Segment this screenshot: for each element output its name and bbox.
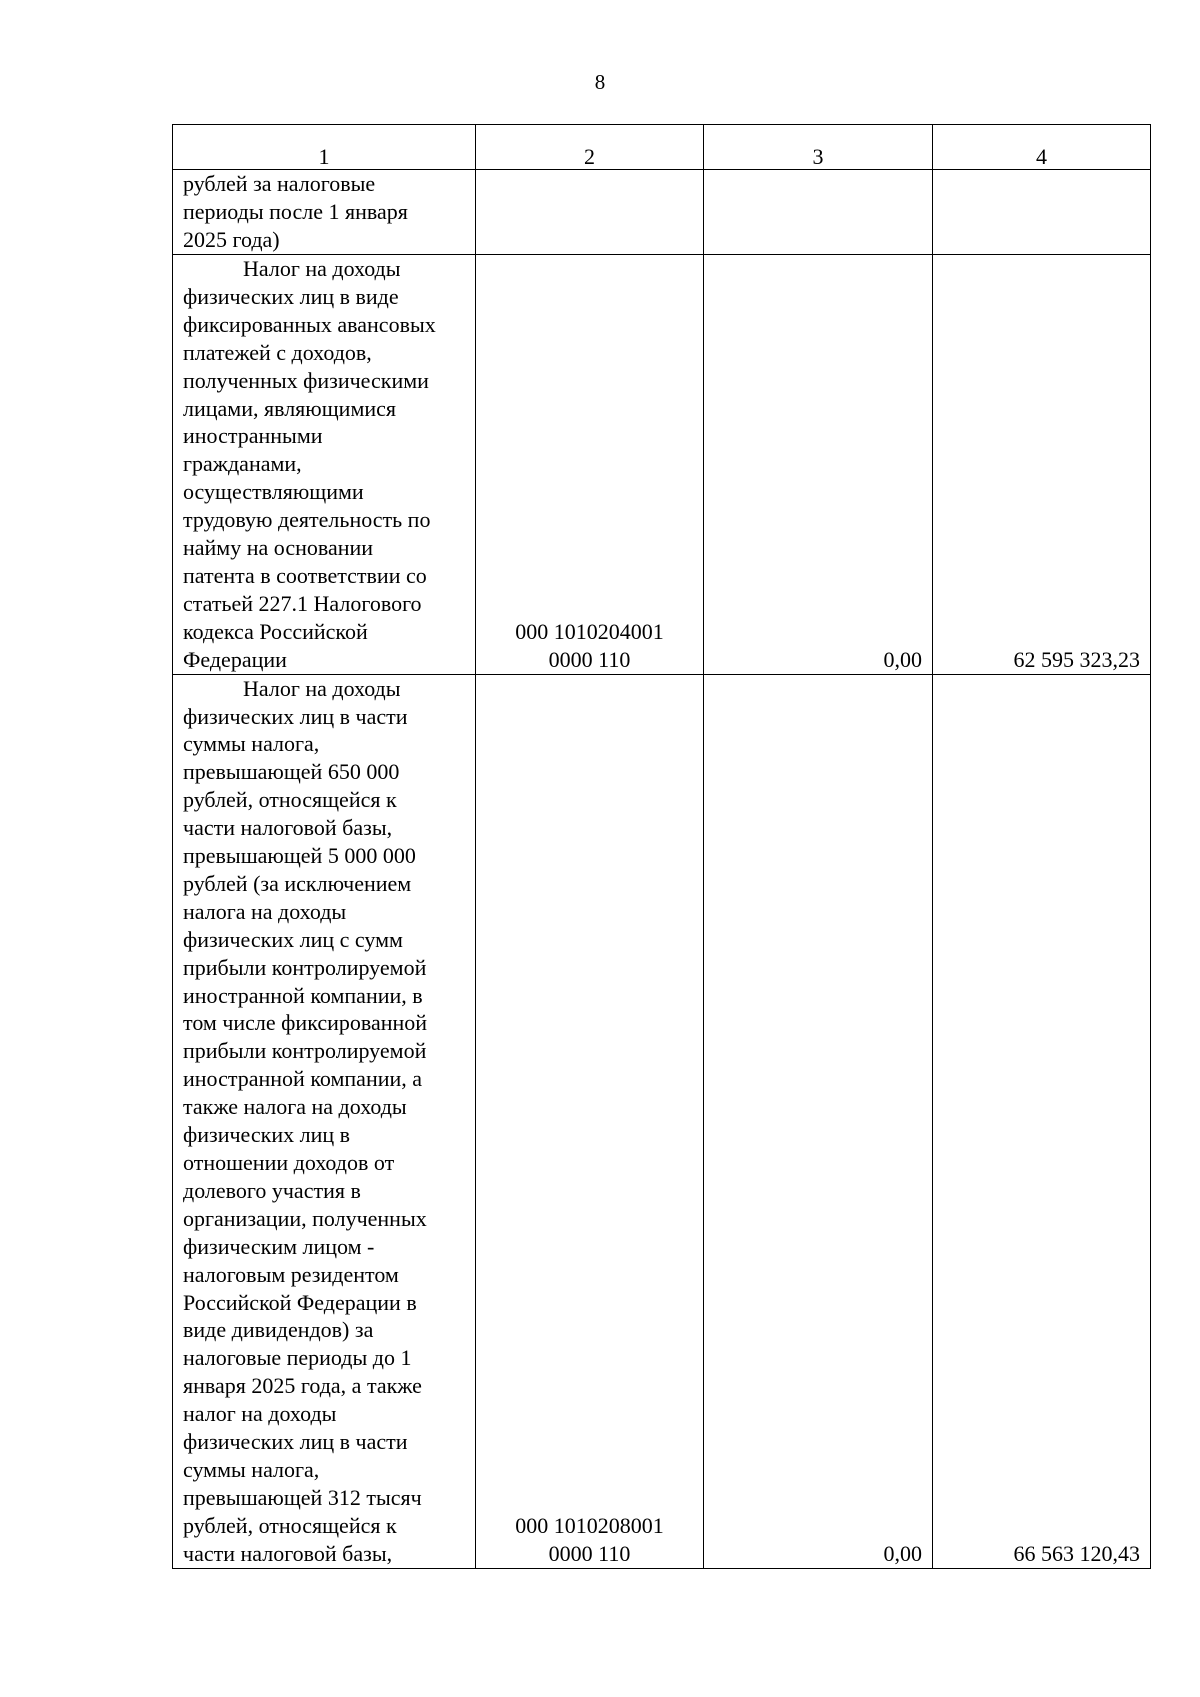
table-row — [173, 674, 1151, 1568]
header-cell-4: 4 — [933, 125, 1151, 170]
row-code: 000 1010208001 0000 110 — [476, 674, 704, 1568]
budget-table — [172, 124, 1151, 1569]
row-description — [173, 255, 476, 675]
row-value-col3 — [704, 170, 933, 255]
header-cell-3: 3 — [704, 125, 933, 170]
table-row — [173, 170, 1151, 255]
row-value-col4: 62 595 323,23 — [933, 255, 1151, 675]
row-description-text: Налог на доходы физических лиц в виде фиксированных авансовых платежей с доходов, полученных физическими лицами, являющимися иностранными гражданами, осуществляющими трудовую деятельность по найму на основании патента в соответствии со статьей 227.1 Налогового кодекса Российской Федерации — [183, 256, 436, 672]
table-header-row — [173, 125, 1151, 170]
row-description: рублей за налоговые периоды после 1 января 2025 года) — [173, 170, 476, 255]
header-cell-2: 2 — [476, 125, 704, 170]
row-value-col4 — [933, 170, 1151, 255]
row-value-col4: 66 563 120,43 — [933, 674, 1151, 1568]
row-description — [173, 674, 476, 1568]
table-row — [173, 255, 1151, 675]
row-description-text: Налог на доходы физических лиц в части суммы налога, превышающей 650 000 рублей, относящейся к части налоговой базы, превышающей 5 000 000 рублей (за исключением налога на доходы физических лиц с сумм прибыли контролируемой иностранной компании, в том числе фиксированной прибыли контролируемой иностранной компании, а также налога на доходы физических лиц в отношении доходов от долевого участия в организации, полученных физическим лицом - налоговым резидентом Российской Федерации в виде дивидендов) за налоговые периоды до 1 января 2025 года, а также налог на доходы физических лиц в части суммы налога, превышающей 312 тысяч рублей, относящейся к части налоговой базы, — [183, 675, 428, 1566]
row-value-col3: 0,00 — [704, 674, 933, 1568]
row-value-col3: 0,00 — [704, 255, 933, 675]
header-cell-1: 1 — [173, 125, 476, 170]
row-code: 000 1010204001 0000 110 — [476, 255, 704, 675]
row-code — [476, 170, 704, 255]
page-number: 8 — [594, 70, 606, 94]
